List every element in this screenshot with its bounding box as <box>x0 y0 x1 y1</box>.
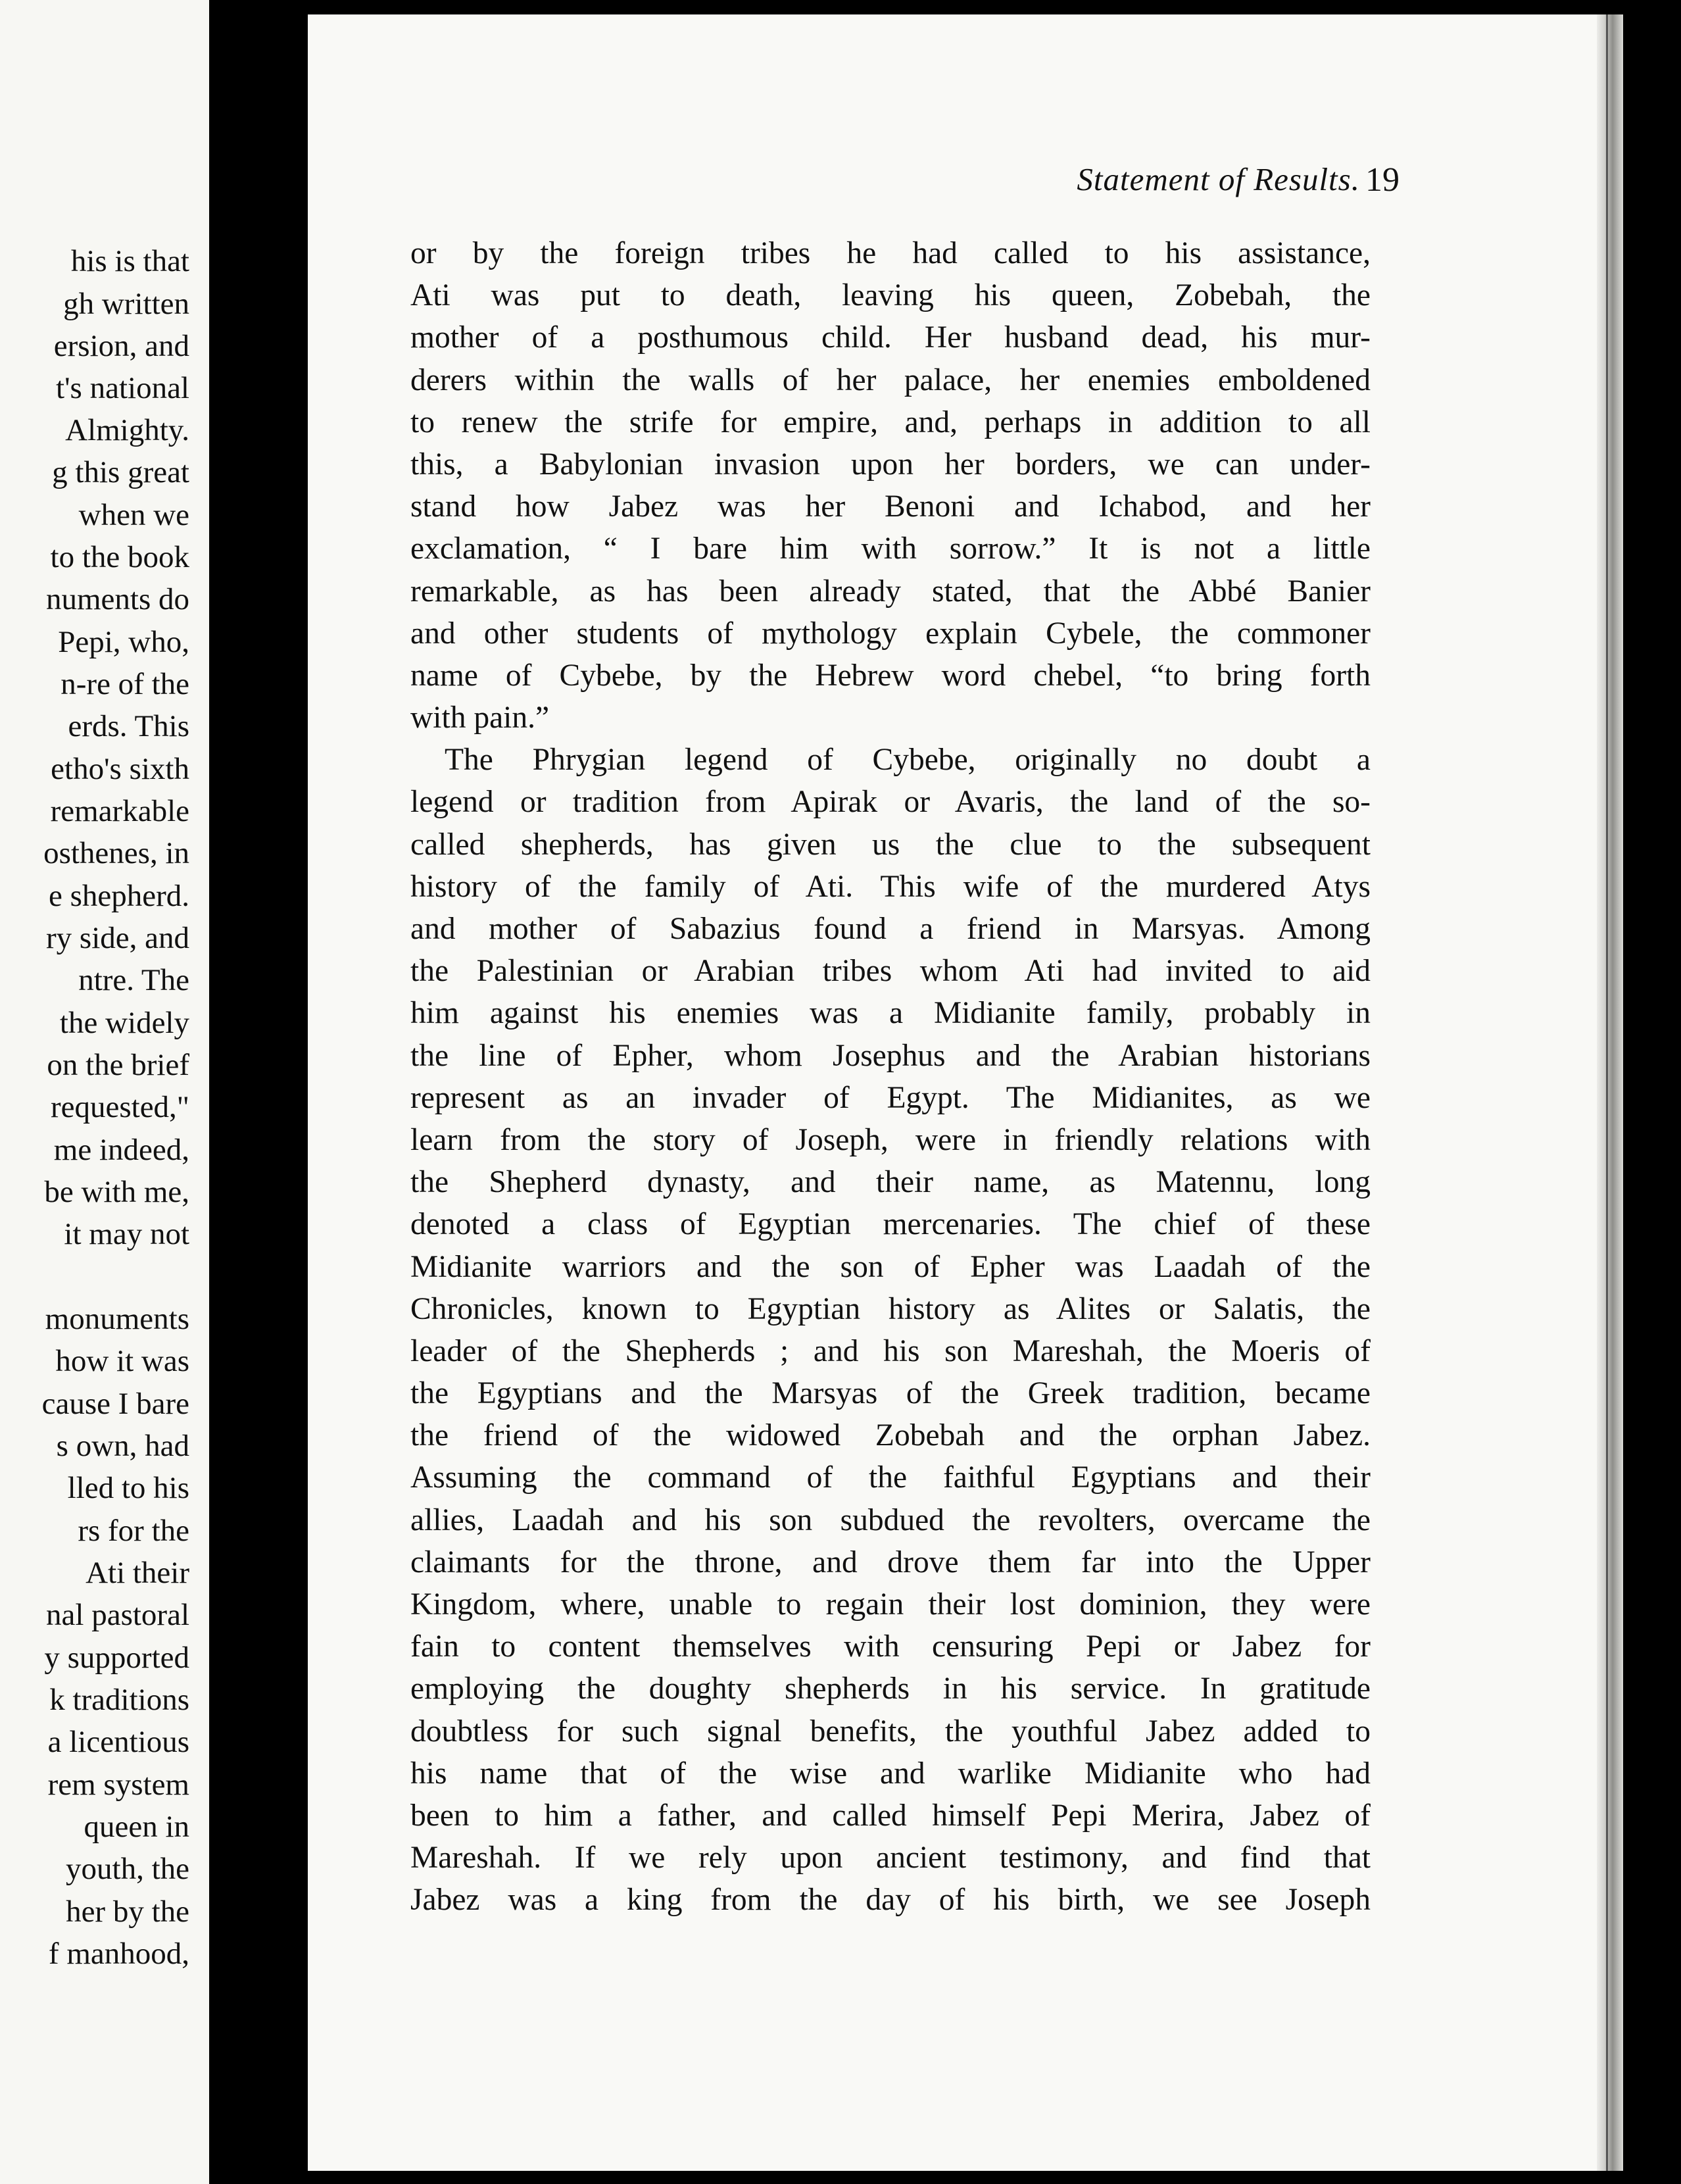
text-line: with pain.” <box>410 701 550 735</box>
left-line: Almighty. <box>65 413 189 447</box>
left-line: Ati their <box>85 1556 189 1590</box>
text-line: and mother of Sabazius found a friend in Marsyas. Among <box>410 912 1371 946</box>
left-line: cause I bare <box>41 1387 189 1421</box>
left-line: f manhood, <box>48 1937 189 1971</box>
left-line: his is that <box>70 244 189 278</box>
text-line: the Egyptians and the Marsyas of the Greek tradition, became <box>410 1376 1371 1411</box>
left-line: the widely <box>59 1006 189 1040</box>
left-line: youth, the <box>66 1852 189 1886</box>
left-line: requested," <box>50 1090 189 1124</box>
text-line: history of the family of Ati. This wife of the murdered Atys <box>410 869 1371 904</box>
left-line: ry side, and <box>46 921 189 955</box>
left-line: gh written <box>63 287 189 321</box>
left-line: etho's sixth <box>51 752 189 786</box>
text-line: Chronicles, known to Egyptian history as Alites or Salatis, the <box>410 1291 1371 1326</box>
text-line: Assuming the command of the faithful Egyptians and their <box>410 1460 1371 1495</box>
text-line: the friend of the widowed Zobebah and the orphan Jabez. <box>410 1418 1371 1453</box>
text-line: doubtless for such signal benefits, the youthful Jabez added to <box>410 1714 1371 1749</box>
text-line: Jabez was a king from the day of his birth, we see Joseph <box>410 1883 1371 1918</box>
text-line: remarkable, as has been already stated, that the Abbé Banier <box>410 574 1371 608</box>
left-line: rs for the <box>78 1514 189 1548</box>
left-line: monuments <box>45 1302 189 1336</box>
text-line: denoted a class of Egyptian mercenaries. The chief of these <box>410 1207 1371 1242</box>
left-line: remarkable <box>50 794 189 828</box>
main-page <box>308 14 1623 2171</box>
left-line: nal pastoral <box>46 1598 189 1632</box>
left-line: Pepi, who, <box>58 625 189 659</box>
book-gutter <box>209 0 308 2184</box>
text-line: allies, Laadah and his son subdued the revolters, overcame the <box>410 1502 1371 1537</box>
text-line: this, a Babylonian invasion upon her borders, we can under- <box>410 447 1371 482</box>
left-line: s own, had <box>56 1429 189 1463</box>
text-line: Kingdom, where, unable to regain their lost dominion, they were <box>410 1587 1371 1622</box>
left-line: her by the <box>66 1895 189 1929</box>
left-line: g this great <box>52 455 189 489</box>
text-line: Mareshah. If we rely upon ancient testimony, and find that <box>410 1841 1371 1875</box>
text-line: and other students of mythology explain Cybele, the commoner <box>410 616 1371 651</box>
text-line: mother of a posthumous child. Her husband dead, his mur- <box>410 320 1371 355</box>
left-line: ntre. The <box>78 963 189 997</box>
text-line: the line of Epher, whom Josephus and the Arabian historians <box>410 1038 1371 1073</box>
text-line: legend or tradition from Apirak or Avaris, the land of the so- <box>410 785 1371 820</box>
text-line: Ati was put to death, leaving his queen, Zobebah, the <box>410 278 1371 313</box>
left-line: erds. This <box>68 709 189 743</box>
text-line: his name that of the wise and warlike Midianite who had <box>410 1756 1371 1791</box>
left-line: osthenes, in <box>43 836 189 870</box>
text-line: the Shepherd dynasty, and their name, as Matennu, long <box>410 1165 1371 1200</box>
text-line: called shepherds, has given us the clue to the subsequent <box>410 827 1371 862</box>
text-line: stand how Jabez was her Benoni and Ichabod, and her <box>410 489 1371 524</box>
left-line: queen in <box>84 1810 189 1844</box>
text-line: been to him a father, and called himself Pepi Merira, Jabez of <box>410 1798 1371 1833</box>
text-line: the Palestinian or Arabian tribes whom Ati had invited to aid <box>410 954 1371 989</box>
left-line: e shepherd. <box>48 879 189 913</box>
left-line: lled to his <box>67 1471 189 1505</box>
text-line: learn from the story of Joseph, were in friendly relations with <box>410 1122 1371 1157</box>
text-line: exclamation, “ I bare him with sorrow.” It is not a little <box>410 532 1371 566</box>
text-line: or by the foreign tribes he had called to his assistance, <box>410 236 1371 270</box>
left-line: numents do <box>45 582 189 616</box>
left-line: rem system <box>47 1768 189 1802</box>
left-line: ersion, and <box>53 329 189 363</box>
text-line: to renew the strife for empire, and, perhaps in addition to all <box>410 405 1371 439</box>
page-edge <box>1597 14 1623 2171</box>
running-head: Statement of Results. <box>1077 161 1360 197</box>
left-line: me indeed, <box>53 1133 189 1167</box>
left-line: a licentious <box>47 1725 189 1759</box>
text-line: fain to content themselves with censuring Pepi or Jabez for <box>410 1629 1371 1664</box>
text-line: represent as an invader of Egypt. The Midianites, as we <box>410 1080 1371 1115</box>
left-line: how it was <box>55 1344 189 1378</box>
text-line: leader of the Shepherds ; and his son Mareshah, the Moeris of <box>410 1333 1371 1368</box>
left-line: be with me, <box>44 1175 189 1209</box>
left-line: when we <box>78 498 189 532</box>
left-line: on the brief <box>47 1048 189 1082</box>
previous-page-fragment <box>0 0 209 2184</box>
left-line: y supported <box>44 1641 189 1675</box>
text-line: him against his enemies was a Midianite family, probably in <box>410 996 1371 1031</box>
text-line: claimants for the throne, and drove them far into the Upper <box>410 1545 1371 1579</box>
left-line: it may not <box>64 1217 189 1251</box>
left-line: k traditions <box>49 1683 189 1717</box>
body-text <box>410 232 1371 1922</box>
left-line: to the book <box>50 540 189 574</box>
text-line: name of Cybebe, by the Hebrew word chebel, “to bring forth <box>410 658 1371 693</box>
left-line: n-re of the <box>61 667 189 701</box>
text-line: Midianite warriors and the son of Epher was Laadah of the <box>410 1249 1371 1284</box>
text-line: employing the doughty shepherds in his service. In gratitude <box>410 1672 1371 1706</box>
left-line: t's national <box>56 371 189 405</box>
text-line: The Phrygian legend of Cybebe, originally no doubt a <box>445 743 1371 778</box>
page-number: 19 <box>1365 161 1400 199</box>
text-line: derers within the walls of her palace, her enemies emboldened <box>410 362 1371 397</box>
